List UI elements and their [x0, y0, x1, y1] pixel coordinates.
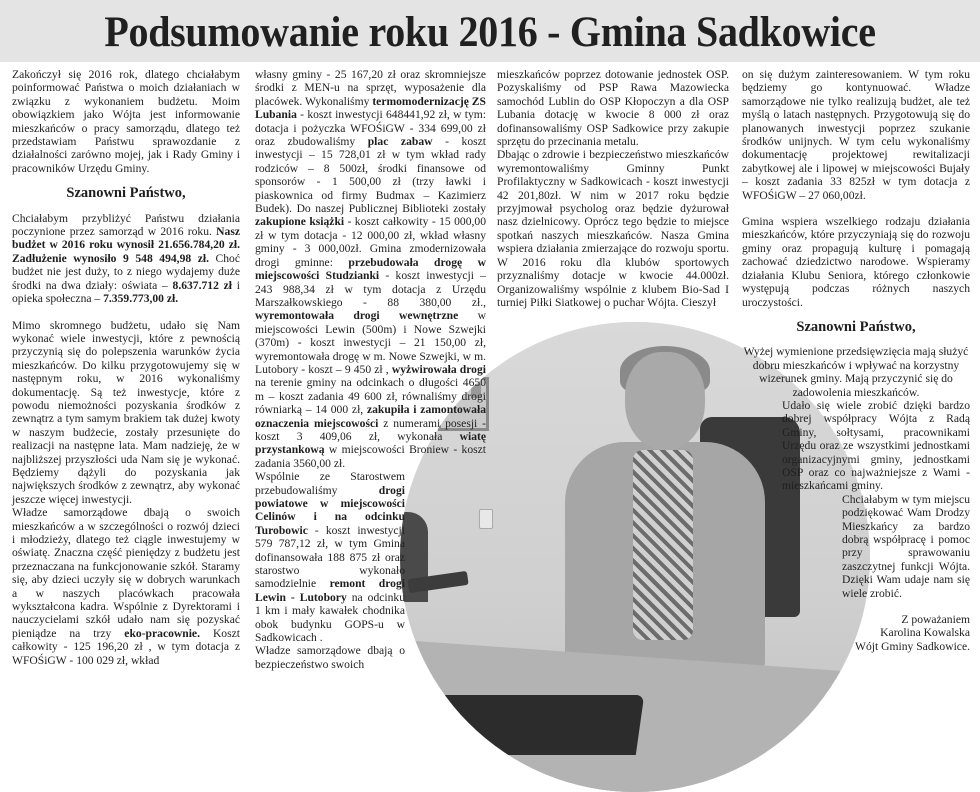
column-3: [497, 68, 729, 309]
roads-paragraph: własny gminy - 25 167,20 zł oraz skromniejsze środki z MEN-u na sprzęt, wyposażenie dla placówek. Wykonaliśmy termomodernizację ZS Lubania - koszt inwestycji 648441,92 zł, w tym: dotacja i pożyczka WFOŚiGW - 334 699,00 zł oraz zbudowaliśmy plac zabaw - koszt inwestycji – 15 728,01 zł w tym wkład rady rodziców – 8 500zł, środki finansowe od sponsorów - 1 500,00 zł (trzy ławki i piaskownica od firmy Budmax – Kazimierz Budek). Do naszej Publicznej Biblioteki zostały zakupione książki - koszt całkowity - 15 000,00 zł w tym dotacja - 12 000,00 zł, wkład własny gminy - 3 000,00zł. Gmina zmodernizowała drogi gminne: przebudowała drogę w miejscowości Studzianki - koszt inwestycji – 243 988,34 zł w tym dotacja z Urzędu Marszałkowskiego - 88 380,00 zł., wyremontowała drogi wewnętrzne w miejscowości Lewin (500m) i Nowe Szwejki (370m) - koszt inwestycji – 21 150,00 zł, wyremontowała drogę w m. Nowe Szwejki, w m. Lutobory - koszt – 9 450 zł , wyżwirowała drogi na terenie gminy na odcinkach o długości 4650 m – koszt zadania 49 600 zł, równaliśmy drogi równiarką – 14 000 zł, zakupiła i zamontowała oznaczenia miejscowości z numerami posesji - koszt 3 409,06 zł, wykonała wiatę przystankową w miejscowości Broniew - koszt zadania 3560,00 zł.: [255, 68, 486, 470]
subheading: Szanowni Państwo,: [66, 185, 186, 202]
person-blouse: [633, 450, 693, 640]
masthead: [0, 0, 980, 62]
column-2: [255, 68, 486, 671]
signature-name: Karolina Kowalska: [880, 626, 970, 640]
culture-paragraph: Gmina wspiera wszelkiego rodzaju działania mieszkańców, które przyczyniają się do rozwoju gminy oraz propagują kulturę i pomagają zachować dziedzictwo narodowe. Wspieramy działania Klubu Seniora, którego członkowie występują podczas różnych naszych uroczystości.: [742, 215, 970, 309]
column-4: [742, 68, 970, 653]
education-paragraph: Władze samorządowe dbają o swoich mieszkańców a w szczególności o rozwój dzieci i młodzieży, dlatego też ciągle inwestujemy w oświatę. Znaczna część pieniędzy z budżetu jest przeznaczana na funkcjonowanie szkół. Staramy się, aby dzieci uczyły się w dobrych warunkach a w naszych placówkach pracowała wykształcona kadra. Wspólnie z Dyrektorami i nauczycielami szkół udało nam się pozyskać pieniądze na trzy eko-pracownie. Koszt całkowity - 125 196,20 zł , w tym dotacja z WFOŚiGW - 100 029 zł, wkład: [12, 506, 240, 667]
column-1: [12, 68, 240, 667]
health-sport-paragraph: Dbając o zdrowie i bezpieczeństwo mieszkańców wyremontowaliśmy Gminny Punkt Profilaktyczny w Sadkowicach - koszt inwestycji 42 201,80zł. W nim w 2017 roku będzie przyjmował psycholog oraz będzie dyżurował nasz dzielnicowy. Oprócz tego będzie to miejsce spotkań naszych mieszkańców. Nasza Gmina wspiera działania zmierzające do rozwoju sportu. W 2016 roku dla klubów sportowych przyznaliśmy dotacje w kwocie 44.000zł. Organizowaliśmy wspólnie z klubem Bio-Sad I turniej Piłki Siatkowej o puchar Wójta. Cieszył: [497, 148, 729, 309]
thanks-cooperation-paragraph: Udało się wiele zrobić dzięki bardzo dobrej współpracy Wójta z Radą Gminy, sołtysami, pracownikami Urzędu oraz ze wszystkimi jednostkami organizacyjnymi gminy, jednostkami OSP oraz co najważniejsze z Wami - mieszkańcami gminy.: [782, 398, 970, 493]
summary-paragraph: Wyżej wymienione przedsięwzięcia mają służyć dobru mieszkańców i wpływać na korzystny wizerunek gminy. Mają przyczynić się do zadowolenia mieszkańców.: [743, 345, 969, 399]
closing-phrase: Z poważaniem: [901, 613, 970, 627]
eu-funds-paragraph: on się dużym zainteresowaniem. W tym roku będziemy go kontynuować. Władze samorządowe nie tylko realizują budżet, ale też myślą o latach następnych. Przygotowują się do planowanych inwestycji poprzez szukanie środków unijnych. W tym celu wykonaliśmy dokumentację projektowej rewitalizacji zabytkowej ale i lipowej w miejscowości Bujały – koszt zadania 33 825zł w tym dotacja z WFOŚiGW – 27 060,00zł.: [742, 68, 970, 202]
budget-paragraph: Chciałabym przybliżyć Państwu działania poczynione przez samorząd w 2016 roku. Nasz budżet w 2016 roku wynosił 21.656.784,20 zł. Zadłużenie wynosiło 9 548 494,98 zł. Choć budżet nie jest duży, to z niego wydajemy duże środki na dwa działy: oświata – 8.637.712 zł i opieka społeczna – 7.359.773,00 zł.: [12, 211, 241, 306]
fire-brigade-paragraph: mieszkańców poprzez dotowanie jednostek OSP. Pozyskaliśmy od PSP Rawa Mazowiecka samochód Lublin do OSP Kłopoczyn a dla OSP Lubania dotację w kwocie 8 000 zł oraz dofinansowaliśmy OSP Sadkowice przy zakupie sprzętu do przecinania metalu.: [497, 68, 729, 149]
thanks-residents-paragraph: Chciałabym w tym miejscu podziękować Wam Drodzy Mieszkańcy za bardzo dobrą współpracę i pomoc przy sprawowaniu zaszczytnej funkcji Wójta. Dzięki Wam udaje nam się wiele zrobić.: [842, 492, 970, 600]
signature-role: Wójt Gminy Sadkowice.: [855, 639, 970, 653]
subheading: Szanowni Państwo,: [796, 318, 916, 335]
person-face: [625, 352, 705, 450]
safety-paragraph-start: Władze samorządowe dbają o bezpieczeństwo swoich: [255, 644, 405, 671]
county-roads-paragraph: Wspólnie ze Starostwem przebudowaliśmy drogi powiatowe w miejscowości Celinów i na odcinku Turobowic - koszt inwestycji 579 787,12 zł, w tym Gmina dofinansowała 188 875 zł oraz starostwo wykonało samodzielnie remont drogi Lewin - Lutobory na odcinku 1 km i mały kawałek chodnika obok budynku GOPS-u w Sadkowicach .: [255, 470, 406, 645]
intro-paragraph: Zakończył się 2016 rok, dlatego chciałabym poinformować Państwa o moich działaniach w związku z wykonaniem budżetu. Moim obowiązkiem jako Wójta jest informowanie mieszkańców o pracy samorządu, dlatego też przedstawiam Państwu sprawozdanie z działalności zarówno mojej, jak i Rady Gminy i pracowników Urzędu Gminy.: [12, 68, 240, 175]
investments-paragraph: Mimo skromnego budżetu, udało się Nam wykonać wiele inwestycji, które z pewnością przyczynią się do polepszenia warunków życia mieszkańców. Do kilku przygotowujemy się w następnym roku, w 2016 wykonaliśmy dokumentację. Są też inwestycje, które z powodu niemożności pozyskania środków z zewnątrz a tym samym brakiem tak dużej kwoty w naszym budżecie, zostały przesunięte do realizacji na następne lata. Mam nadzieję, że w najbliższej przyszłości uda Nam się je wykonać. Będziemy dążyli do pozyskania jak największych środków z zewnątrz, aby wykonać jeszcze więcej inwestycji.: [12, 318, 240, 506]
page-title: Podsumowanie roku 2016 - Gmina Sadkowice: [104, 9, 876, 56]
laptop: [421, 695, 644, 755]
